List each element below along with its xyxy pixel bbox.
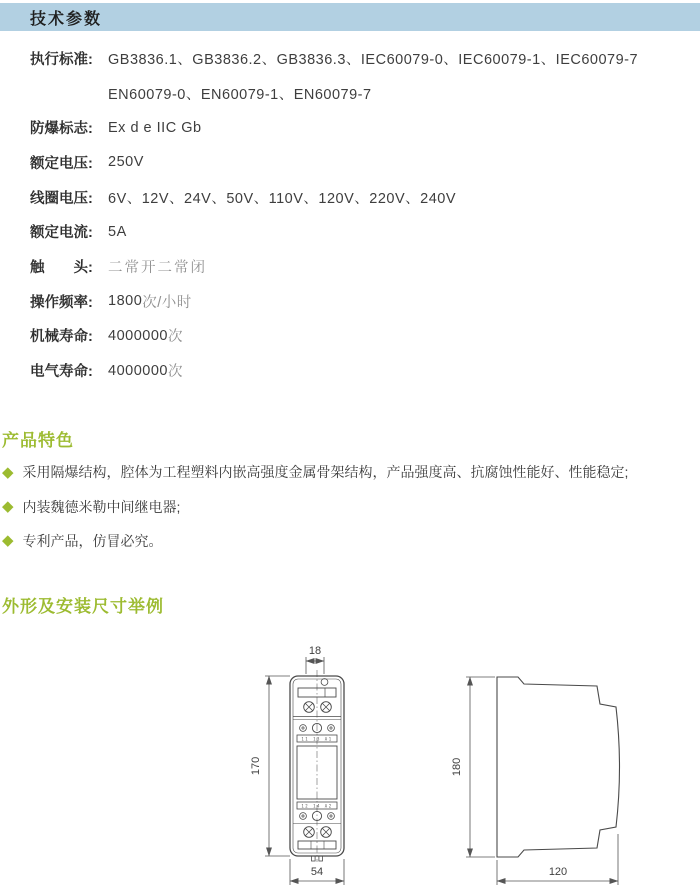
spec-unit: 次/小时 [142, 294, 192, 311]
spec-row-standards [30, 41, 690, 76]
spec-value: GB3836.1、GB3836.2、GB3836.3、IEC60079-0、IEC60079-1、IEC60079-7 [108, 51, 639, 68]
spec-value: 250V [108, 154, 144, 171]
feature-item [2, 455, 692, 489]
dimension-height [451, 677, 495, 857]
diamond-bullet-icon: ◆ [2, 463, 14, 481]
dimension-label-180: 180 [451, 757, 463, 777]
spec-row-coil-voltage [30, 180, 690, 215]
feature-text: 采用隔爆结构，腔体为工程塑料内嵌高强度金属骨架结构，产品强度高、抗腐蚀性能好、性能稳定; [22, 464, 629, 481]
dimension-label-18: 18 [308, 645, 322, 657]
spec-row-standards-cont [30, 76, 690, 111]
spec-label: 线圈电压: [30, 190, 93, 207]
feature-text: 内装魏德米勒中间继电器; [22, 498, 181, 515]
spec-row-contacts [30, 249, 690, 284]
rail-tab [312, 856, 316, 861]
features-list [2, 455, 692, 558]
dimension-height [250, 676, 290, 856]
spec-value: 4000000 [108, 362, 168, 379]
spec-label: 触 头: [30, 259, 93, 276]
dimension-label-120: 120 [548, 866, 568, 878]
spec-row-operation-frequency [30, 284, 690, 319]
spec-row-rated-voltage [30, 145, 690, 180]
spec-label: 机械寿命: [30, 329, 93, 346]
screw-icon [304, 702, 315, 713]
spec-row-mechanical-life [30, 319, 690, 354]
dimension-top-width [306, 645, 324, 674]
spec-label: 额定电流: [30, 225, 93, 242]
spec-label: 电气寿命: [30, 364, 93, 381]
diamond-bullet-icon: ◆ [2, 498, 14, 516]
front-view-svg [240, 644, 420, 892]
spec-value: 5A [108, 223, 127, 240]
tech-params-header-bar [0, 3, 700, 31]
tech-params-title: 技术参数 [30, 10, 103, 28]
side-view-drawing [440, 644, 680, 892]
spec-label: 执行标准: [30, 51, 93, 68]
spec-unit: 次 [167, 329, 183, 346]
features-title: 产品特色 [2, 431, 74, 450]
dimensions-title: 外形及安装尺寸举例 [2, 597, 164, 616]
top-knob [321, 679, 328, 686]
spec-row-ex-marking [30, 110, 690, 145]
device-profile [497, 677, 620, 857]
dimension-depth [497, 834, 618, 885]
diamond-bullet-icon: ◆ [2, 532, 14, 550]
lower-terminal-labels: 12 14 A2 [301, 803, 333, 809]
dimension-label-54: 54 [310, 866, 324, 878]
dimension-label-170: 170 [250, 756, 262, 776]
rail-tab [319, 856, 323, 861]
spec-label: 额定电压: [30, 155, 93, 172]
spec-value: EN60079-0、EN60079-1、EN60079-7 [108, 86, 372, 103]
screw-icon [321, 702, 332, 713]
feature-item [2, 524, 692, 558]
spec-value: 6V、12V、24V、50V、110V、120V、220V、240V [108, 190, 457, 207]
dimension-bottom-width [290, 859, 344, 885]
screw-icon [321, 827, 332, 838]
spec-value: 4000000 [108, 327, 168, 344]
feature-item [2, 489, 692, 523]
spec-label: 操作频率: [30, 294, 93, 311]
spec-row-rated-current [30, 214, 690, 249]
spec-value: Ex d e IIC Gb [108, 119, 202, 136]
upper-terminal-labels: 11 13 A1 [301, 736, 333, 742]
spec-unit: 次 [167, 364, 183, 381]
spec-value: 1800 [108, 293, 143, 310]
spec-list [30, 41, 690, 388]
screw-icon [304, 827, 315, 838]
front-view-drawing [240, 644, 420, 892]
side-view-svg [440, 644, 680, 892]
spec-label: 防爆标志: [30, 121, 93, 138]
spec-row-electrical-life [30, 353, 690, 388]
spec-value: 二常开二常闭 [108, 259, 207, 276]
feature-text: 专利产品，仿冒必究。 [22, 532, 163, 549]
